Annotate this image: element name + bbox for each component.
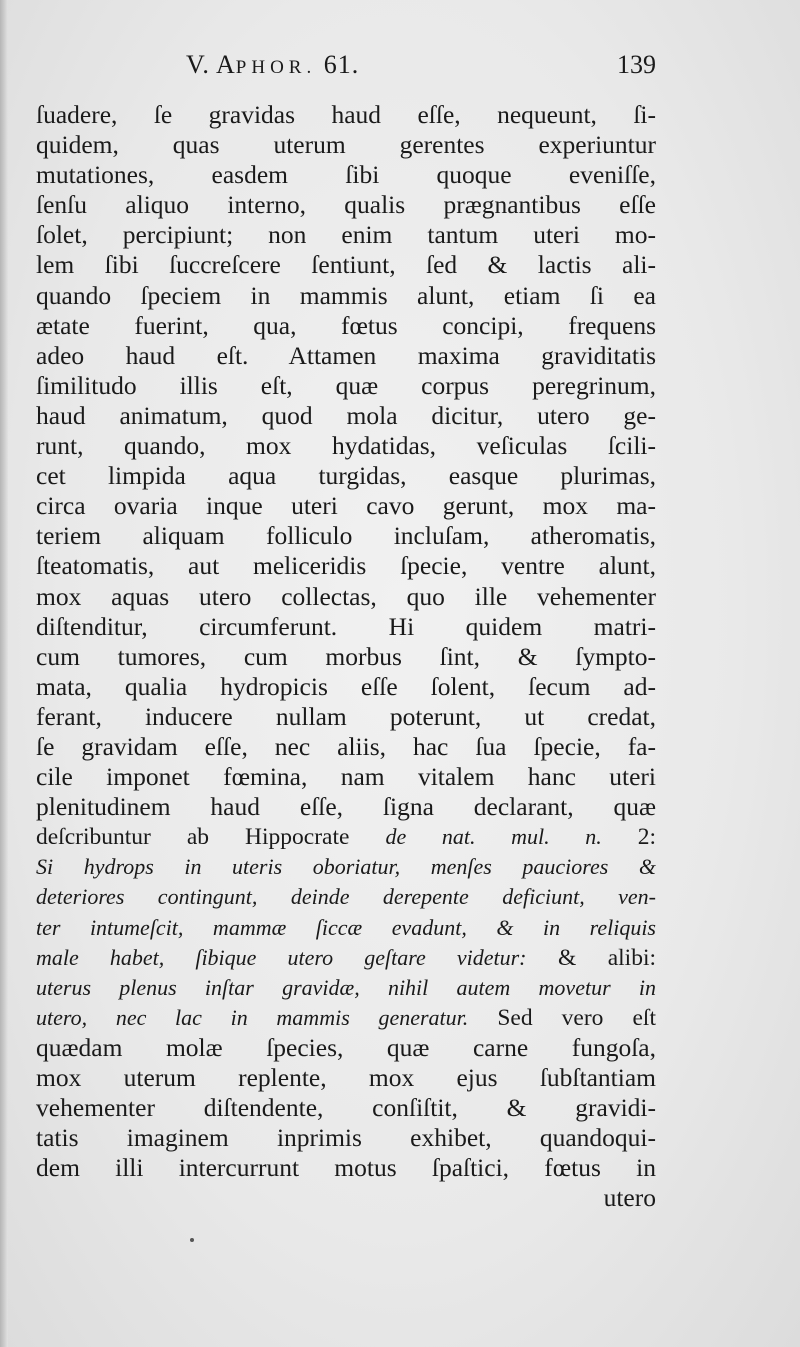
text-line: mox aquas utero collectas, quo ille vehementer [36, 581, 656, 611]
text-line: vehementer diſtendente, conſiſtit, & gravidi- [36, 1093, 656, 1123]
text-line: mox uterum replente, mox ejus ſubſtantiam [36, 1063, 656, 1092]
text-line: runt, quando, mox hydatidas, veſiculas ſcili- [36, 431, 656, 461]
text-line: ter intumeſcit, mammæ ſiccæ evadunt, & in reliquis [36, 914, 656, 940]
text-line: ætate fuerint, qua, fœtus concipi, frequens [36, 310, 656, 340]
text-line: ſteatomatis, aut meliceridis ſpecie, ventre alunt, [36, 551, 656, 581]
text-line: cile imponet fœmina, nam vitalem hanc uteri [36, 762, 656, 792]
text-line: plenitudinem haud eſſe, ſigna declarant, quæ [36, 792, 656, 822]
running-head: V. APHOR. 61. [186, 50, 360, 79]
text-line: circa ovaria inque uteri cavo gerunt, mox ma- [36, 491, 656, 521]
catchword: utero [603, 1183, 656, 1213]
text-line: ſimilitudo illis eſt, quæ corpus peregrinum, [36, 370, 656, 400]
text-line: teriem aliquam folliculo incluſam, atheromatis, [36, 521, 656, 551]
text-line: ſolet, percipiunt; non enim tantum uteri mo- [36, 220, 656, 250]
text-line: cum tumores, cum morbus ſint, & ſympto- [36, 641, 656, 671]
text-line: diſtenditur, circumferunt. Hi quidem matri- [36, 611, 656, 641]
text-line: deteriores contingunt, deinde derepente deficiunt, ven- [36, 884, 656, 910]
text-line: ſenſu aliquo interno, qualis prægnantibus eſſe [36, 190, 656, 220]
page-header [36, 50, 656, 90]
page-edge-shadow [0, 0, 8, 1347]
text-line: lem ſibi ſuccreſcere ſentiunt, ſed & lactis ali- [36, 250, 656, 280]
text-line: haud animatum, quod mola dicitur, utero ge- [36, 400, 656, 430]
text-line: mutationes, easdem ſibi quoque eveniſſe, [36, 160, 656, 190]
text-line: Si hydrops in uteris oboriatur, menſes pauciores & [36, 854, 656, 880]
text-line: quando ſpeciem in mammis alunt, etiam ſi ea [36, 280, 656, 310]
text-line: cet limpida aqua turgidas, easque plurimas, [36, 461, 656, 491]
text-line: tatis imaginem inprimis exhibet, quandoqui- [36, 1123, 656, 1153]
page-number: 139 [617, 50, 656, 79]
text-line: utero, nec lac in mammis generatur. Sed vero eſt [36, 1004, 656, 1031]
text-line: male habet, ſibique utero geſtare videtur: & alibi: [36, 944, 656, 971]
text-line: adeo haud eſt. Attamen maxima graviditatis [36, 340, 656, 370]
text-line: quidem, quas uterum gerentes experiuntur [36, 130, 656, 160]
body-text [36, 100, 656, 1213]
text-line: ſuadere, ſe gravidas haud eſſe, nequeunt, ſi- [36, 100, 656, 129]
text-line: deſcribuntur ab Hippocrate de nat. mul. n. 2: [36, 824, 656, 851]
text-line: mata, qualia hydropicis eſſe ſolent, ſecum ad- [36, 671, 656, 701]
text-line: ferant, inducere nullam poterunt, ut credat, [36, 701, 656, 731]
text-line: dem illi intercurrunt motus ſpaſtici, fœtus in [36, 1153, 656, 1183]
text-line: quædam molæ ſpecies, quæ carne fungoſa, [36, 1032, 656, 1062]
ink-dot [190, 1238, 194, 1242]
text-line: ſe gravidam eſſe, nec aliis, hac ſua ſpecie, fa- [36, 731, 656, 761]
text-line: uterus plenus inſtar gravidæ, nihil autem movetur in [36, 974, 656, 1000]
